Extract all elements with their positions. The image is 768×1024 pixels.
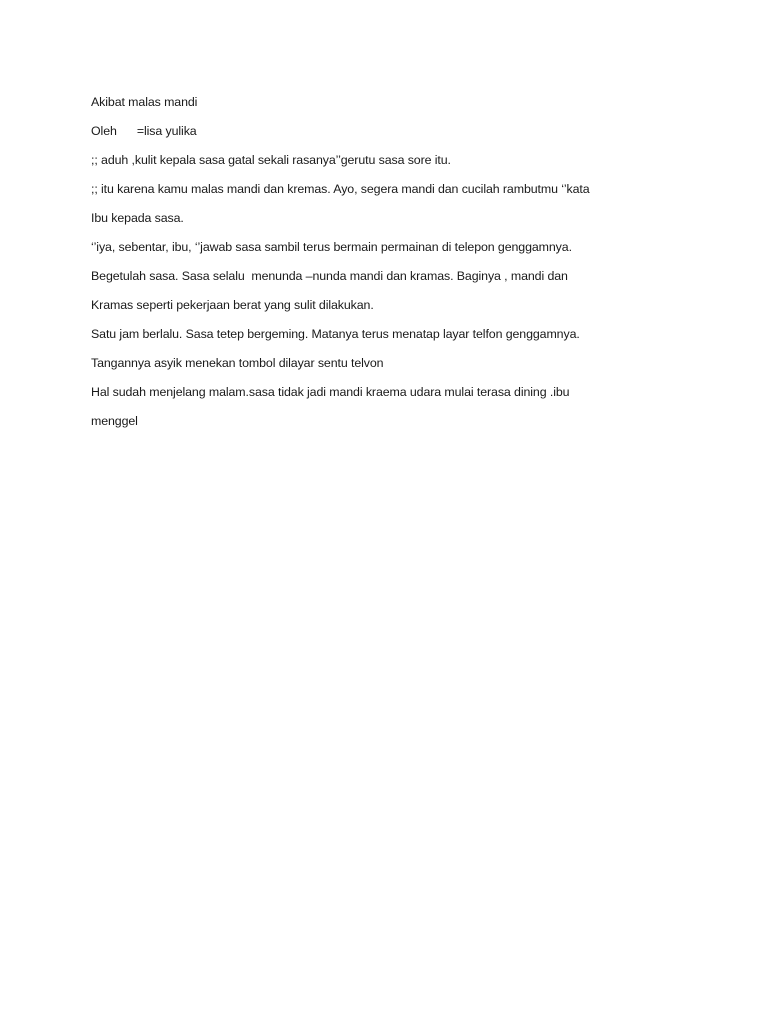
paragraph-line: Kramas seperti pekerjaan berat yang sulit dilakukan. xyxy=(91,298,374,312)
paragraph-line: Tangannya asyik menekan tombol dilayar sentu telvon xyxy=(91,356,384,370)
document-byline: Oleh =lisa yulika xyxy=(91,124,197,138)
paragraph-line: Satu jam berlalu. Sasa tetep bergeming. Matanya terus menatap layar telfon genggamnya. xyxy=(91,327,580,341)
paragraph-line: Hal sudah menjelang malam.sasa tidak jadi mandi kraema udara mulai terasa dining .ibu xyxy=(91,385,570,399)
paragraph-line: menggel xyxy=(91,414,138,428)
paragraph-line: Ibu kepada sasa. xyxy=(91,211,184,225)
paragraph-line: ‘’iya, sebentar, ibu, ‘’jawab sasa sambil terus bermain permainan di telepon genggamnya. xyxy=(91,240,572,254)
paragraph-line: ;; aduh ,kulit kepala sasa gatal sekali rasanya’’gerutu sasa sore itu. xyxy=(91,153,451,167)
paragraph-line: ;; itu karena kamu malas mandi dan kremas. Ayo, segera mandi dan cucilah rambutmu ‘’kata xyxy=(91,182,590,196)
paragraph-line: Begetulah sasa. Sasa selalu menunda –nunda mandi dan kramas. Baginya , mandi dan xyxy=(91,269,568,283)
document-title: Akibat malas mandi xyxy=(91,95,198,109)
